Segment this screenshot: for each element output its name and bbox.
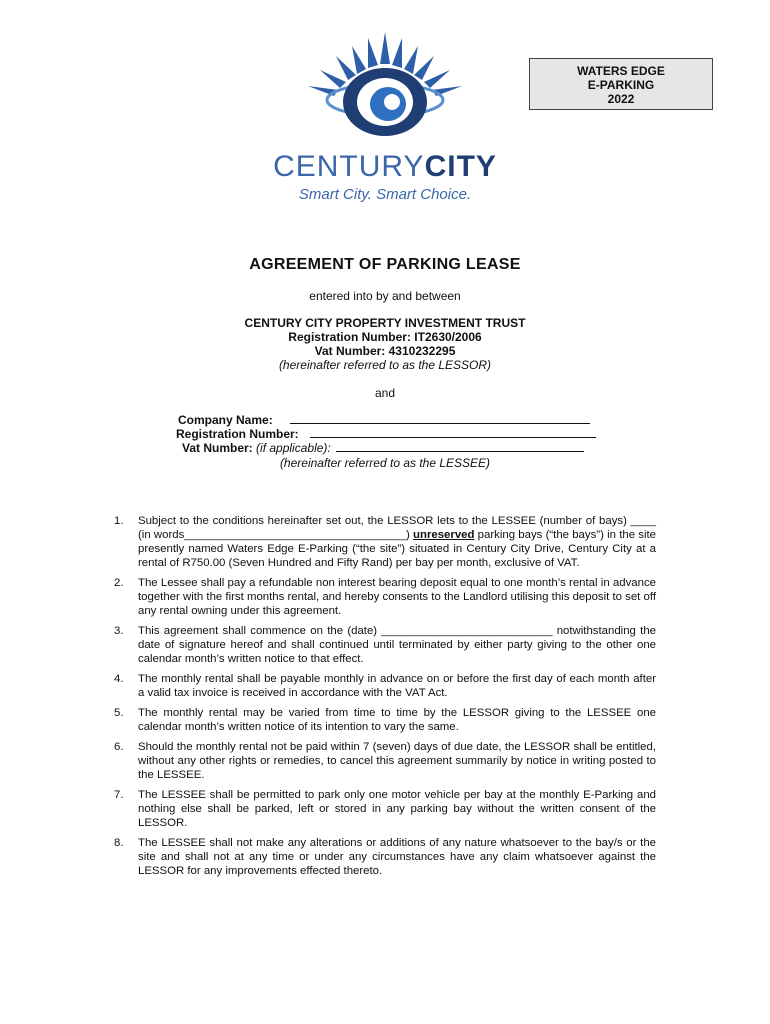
clause-item	[110, 672, 656, 700]
clause-item	[110, 706, 656, 734]
clause-text: The LESSEE shall be permitted to park only one motor vehicle per bay at the monthly E-Parking and nothing else shall be parked, left or stored in any parking bay without the written consent of the LESSOR.	[138, 789, 656, 829]
lessee-registration-row	[176, 426, 596, 441]
company-name-field[interactable]	[290, 412, 590, 424]
clause-number: 3.	[114, 625, 124, 637]
clause-text: The LESSEE shall not make any alterations or additions of any nature whatsoever to the bay/s or the site and shall not at any time or under any circumstances have any claim whatsoever against the LESSOR for any improvements effected thereto.	[138, 837, 656, 877]
lessor-reference: (hereinafter referred to as the LESSOR)	[278, 358, 492, 372]
clause-item	[110, 788, 656, 830]
brand-century: CENTURY	[273, 150, 425, 183]
agreement-subtitle: entered into by and between	[309, 289, 461, 303]
lessee-vat-row	[182, 440, 584, 455]
clause-text: The monthly rental may be varied from time to time by the LESSOR giving to the LESSEE one calendar month’s written notice of its intention to vary the same.	[138, 707, 656, 733]
stamp-line-2: E-PARKING	[587, 78, 655, 92]
lessor-vat: Vat Number: 4310232295	[314, 344, 456, 358]
clause-text: Should the monthly rental not be paid within 7 (seven) days of due date, the LESSOR shall be entitled, without any other rights or remedies, to cancel this agreement summarily by notice in writing posted to the LESSEE.	[138, 741, 656, 781]
stamp-line-1: WATERS EDGE	[577, 64, 665, 78]
brand-city: CITY	[424, 150, 497, 183]
document-stamp-box	[529, 58, 713, 110]
clause-item	[110, 740, 656, 782]
clause-number: 6.	[114, 741, 124, 753]
vat-number-field[interactable]	[336, 440, 584, 452]
clause-text: The Lessee shall pay a refundable non interest bearing deposit equal to one month’s rental in advance together with the first months rental, and hereby consents to the Landlord utilising this deposit to set off any rental owning under this agreement.	[138, 577, 656, 617]
registration-number-field[interactable]	[310, 426, 596, 438]
crown-eye-logo	[300, 30, 470, 140]
clause-number: 5.	[114, 707, 124, 719]
unreserved-emphasis: unreserved	[413, 529, 475, 541]
agreement-title: AGREEMENT OF PARKING LEASE	[249, 256, 521, 273]
clause-number: 8.	[114, 837, 124, 849]
clauses-list	[110, 514, 656, 884]
vat-applicable-note: (if applicable):	[256, 441, 331, 455]
vat-number-label: Vat Number:	[182, 441, 253, 455]
clause-number: 4.	[114, 673, 124, 685]
clause-text: The monthly rental shall be payable monthly in advance on or before the first day of each month after a valid tax invoice is received in accordance with the VAT Act.	[138, 673, 656, 699]
clause-text: This agreement shall commence on the (date) ___________________________ notwithstanding the date of signature hereof and shall continued until terminated by either party giving to the other one calendar month’s written notice to that effect.	[138, 625, 656, 665]
lessor-name: CENTURY CITY PROPERTY INVESTMENT TRUST	[244, 316, 526, 330]
clause-item	[110, 836, 656, 878]
lessee-reference: (hereinafter referred to as the LESSEE)	[279, 456, 491, 470]
clause-item	[110, 514, 656, 570]
stamp-line-3: 2022	[607, 92, 635, 106]
lessee-company-row	[178, 412, 590, 427]
registration-number-label: Registration Number:	[176, 427, 299, 441]
clause-item	[110, 624, 656, 666]
brand-tagline: Smart City. Smart Choice.	[298, 186, 472, 203]
clause-item	[110, 576, 656, 618]
clause-number: 1.	[114, 515, 124, 527]
brand-wordmark	[0, 150, 770, 184]
clause-number: 2.	[114, 577, 124, 589]
clause-text: Subject to the conditions hereinafter set out, the LESSOR lets to the LESSEE (number of bays) ____ (in words___________________________________) unreserved parking bays (“the bays”) in the site presently named Waters Edge E-Parking (“the site”) situated in Century City Drive, Century City at a rental of R750.00 (Seven Hundred and Fifty Rand) per bay per month, exclusive of VAT.	[138, 515, 656, 569]
clause-number: 7.	[114, 789, 124, 801]
and-separator: and	[374, 386, 396, 400]
lessor-registration: Registration Number: IT2630/2006	[288, 330, 482, 344]
company-name-label: Company Name:	[178, 413, 273, 427]
